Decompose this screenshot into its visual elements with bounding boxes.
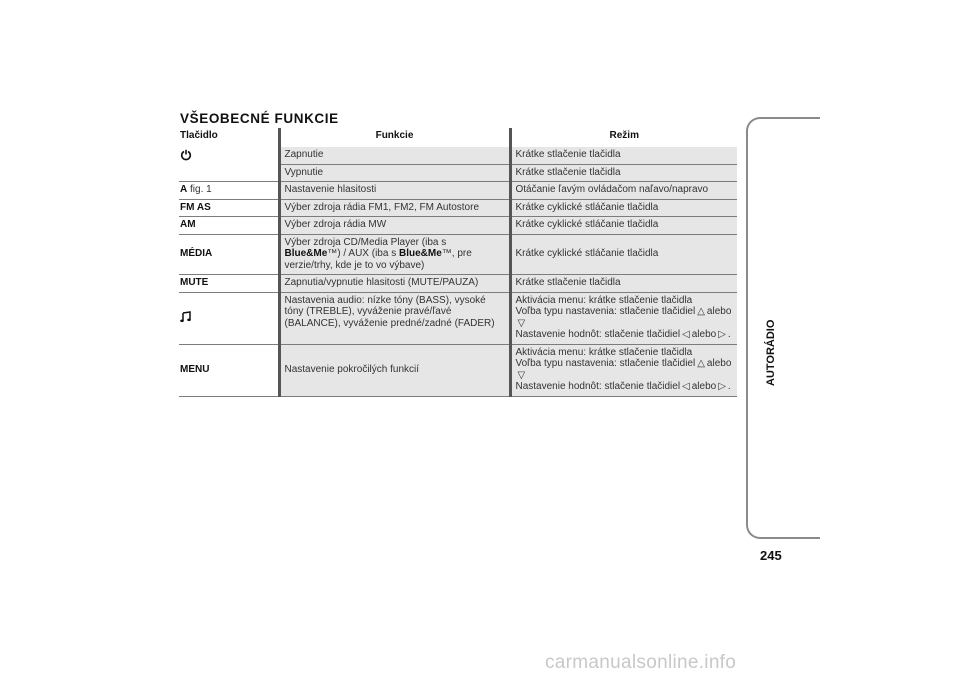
am-function: Výber zdroja rádia MW: [279, 217, 510, 235]
menu-mode: Aktivácia menu: krátke stlačenie tlačidla Voľba typu nastavenia: stlačenie tlačidiel △ alebo▽ Nastavenie hodnôt: stlačenie tlačidiel ◁ alebo ▷ .: [510, 344, 737, 396]
menu-function: Nastavenie pokročilých funkcií: [279, 344, 510, 396]
fmas-function: Výber zdroja rádia FM1, FM2, FM Autostore: [279, 199, 510, 217]
table-row: [179, 182, 737, 200]
power-key-cell: [179, 147, 279, 182]
music-note-icon: [180, 311, 192, 323]
table-row: [179, 344, 737, 396]
mute-mode: Krátke stlačenie tlačidla: [510, 275, 737, 293]
media-mode: Krátke cyklické stláčanie tlačidla: [510, 234, 737, 275]
media-key: MÉDIA: [179, 234, 279, 275]
header-function: Funkcie: [279, 128, 510, 147]
volume-key: A: [180, 184, 188, 195]
right-arrow-icon: ▷: [718, 381, 726, 392]
power-on-mode: Krátke stlačenie tlačidla: [510, 147, 737, 164]
power-off-function: Vypnutie: [279, 164, 510, 182]
media-function: Výber zdroja CD/Media Player (iba s Blue&Me™) / AUX (iba s Blue&Me™, pre verzie/trhy, kde je to vo výbave): [279, 234, 510, 275]
audio-function: Nastavenia audio: nízke tóny (BASS), vysoké tóny (TREBLE), vyváženie pravé/ľavé (BALANCE), vyváženie predné/zadné (FADER): [279, 292, 510, 344]
audio-mode: Aktivácia menu: krátke stlačenie tlačidla Voľba typu nastavenia: stlačenie tlačidiel △ alebo▽ Nastavenie hodnôt: stlačenie tlačidiel ◁ alebo ▷ .: [510, 292, 737, 344]
chapter-tab: [746, 117, 820, 539]
table-row: [179, 217, 737, 235]
menu-key: MENU: [179, 344, 279, 396]
audio-key-cell: [179, 292, 279, 344]
fmas-key: FM AS: [179, 199, 279, 217]
down-arrow-icon: ▽: [517, 317, 526, 329]
watermark: carmanualsonline.info: [545, 652, 737, 673]
volume-mode: Otáčanie ľavým ovládačom naľavo/napravo: [510, 182, 737, 200]
header-button: Tlačidlo: [180, 130, 218, 142]
functions-table: [179, 128, 737, 397]
volume-key-ref: fig. 1: [187, 184, 212, 195]
fmas-mode: Krátke cyklické stláčanie tlačidla: [510, 199, 737, 217]
table-row: [179, 275, 737, 293]
volume-key-cell: [179, 182, 279, 200]
power-on-function: Zapnutie: [279, 147, 510, 164]
mute-function: Zapnutia/vypnutie hlasitosti (MUTE/PAUZA): [279, 275, 510, 293]
up-arrow-icon: △: [697, 358, 705, 369]
table-row: [179, 199, 737, 217]
am-key: AM: [179, 217, 279, 235]
table-row: [179, 292, 737, 344]
mute-key: MUTE: [179, 275, 279, 293]
header-mode: Režim: [510, 128, 737, 147]
chapter-label: AUTORÁDIO: [765, 319, 777, 386]
up-arrow-icon: △: [697, 306, 705, 317]
power-off-mode: Krátke stlačenie tlačidla: [510, 164, 737, 182]
page-number: 245: [760, 548, 782, 563]
table-header-row: [179, 128, 737, 147]
down-arrow-icon: ▽: [517, 369, 526, 381]
table-row: [179, 234, 737, 275]
table-row: [179, 147, 737, 164]
left-arrow-icon: ◁: [682, 329, 690, 340]
am-mode: Krátke cyklické stláčanie tlačidla: [510, 217, 737, 235]
right-arrow-icon: ▷: [718, 329, 726, 340]
section-title: VŠEOBECNÉ FUNKCIE: [180, 111, 339, 126]
power-icon: [180, 149, 192, 161]
volume-function: Nastavenie hlasitosti: [279, 182, 510, 200]
left-arrow-icon: ◁: [682, 381, 690, 392]
